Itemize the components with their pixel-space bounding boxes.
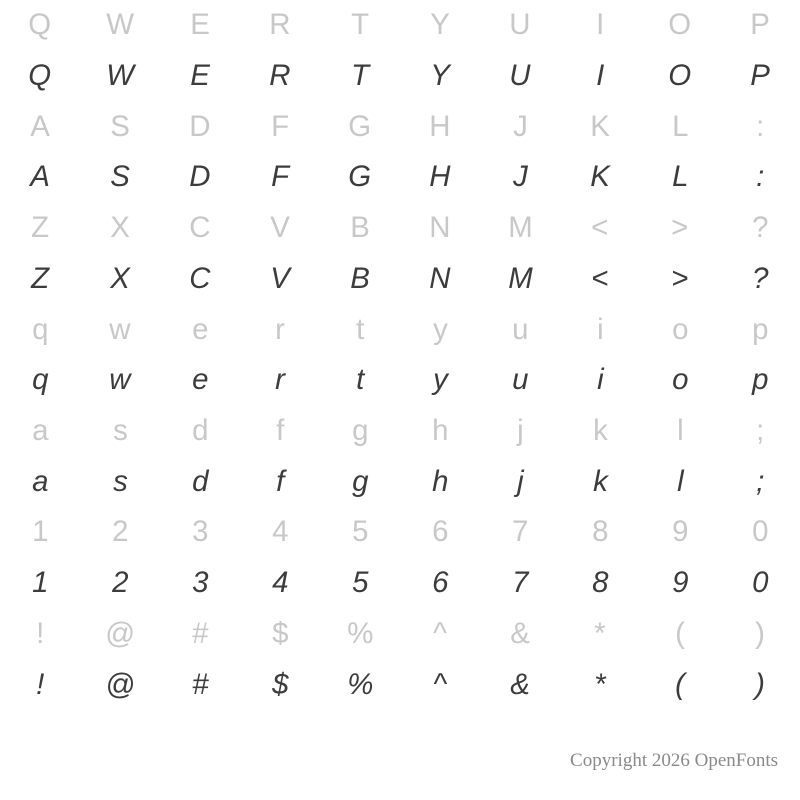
glyph: 1 [31, 515, 49, 549]
glyph: N [429, 261, 451, 295]
glyph-cell [480, 406, 560, 457]
glyph: i [596, 363, 604, 397]
glyph-cell [0, 609, 80, 660]
glyph: ) [755, 667, 765, 701]
glyph: < [591, 211, 609, 245]
glyph-cell [160, 0, 240, 51]
glyph-cell [560, 254, 640, 305]
glyph: a [31, 464, 49, 498]
glyph: & [510, 667, 530, 701]
glyph: ; [755, 464, 765, 498]
glyph-cell [560, 558, 640, 609]
glyph: a [31, 414, 49, 448]
glyph: k [592, 414, 608, 448]
glyph-cell [80, 51, 160, 102]
glyph-cell [400, 101, 480, 152]
glyph: p [751, 363, 769, 397]
glyph: I [595, 8, 605, 42]
glyph: O [668, 59, 692, 93]
glyph: E [190, 8, 210, 42]
glyph: e [191, 363, 209, 397]
glyph: V [270, 261, 290, 295]
glyph: < [591, 261, 609, 295]
glyph-cell [160, 406, 240, 457]
glyph-cell [240, 355, 320, 406]
glyph-cell [0, 254, 80, 305]
glyph: * [594, 667, 606, 701]
glyph: 3 [191, 566, 209, 600]
glyph: ( [675, 667, 685, 701]
glyph-cell [400, 203, 480, 254]
glyph: 8 [591, 515, 609, 549]
glyph: i [596, 312, 604, 346]
glyph-cell [480, 203, 560, 254]
glyph-cell [80, 304, 160, 355]
glyph-cell [640, 456, 720, 507]
glyph-cell [560, 51, 640, 102]
glyph: g [351, 414, 369, 448]
glyph: g [351, 464, 369, 498]
glyph: ! [35, 616, 45, 650]
glyph-cell [480, 456, 560, 507]
glyph-cell [80, 406, 160, 457]
glyph-cell [480, 0, 560, 51]
glyph-cell [320, 254, 400, 305]
glyph: > [671, 261, 689, 295]
glyph-cell [720, 558, 800, 609]
glyph: J [512, 160, 528, 194]
glyph-cell [240, 152, 320, 203]
glyph: ^ [433, 667, 447, 701]
glyph-cell [400, 0, 480, 51]
glyph: f [275, 414, 285, 448]
glyph-cell [480, 609, 560, 660]
glyph-cell [480, 51, 560, 102]
glyph: T [351, 59, 369, 93]
glyph: # [191, 616, 209, 650]
glyph-cell [0, 507, 80, 558]
glyph-cell [240, 507, 320, 558]
glyph-cell [480, 507, 560, 558]
glyph-cell [400, 355, 480, 406]
glyph-cell [320, 659, 400, 710]
glyph: P [750, 59, 770, 93]
glyph: l [676, 414, 684, 448]
glyph: Q [28, 8, 52, 42]
glyph: G [348, 109, 372, 143]
glyph: A [30, 109, 50, 143]
glyph-cell [80, 456, 160, 507]
glyph-cell [720, 101, 800, 152]
glyph: h [431, 414, 449, 448]
glyph: N [429, 211, 451, 245]
glyph-cell [80, 101, 160, 152]
glyph: ( [675, 616, 685, 650]
glyph-cell [80, 0, 160, 51]
glyph: L [671, 160, 689, 194]
glyph-cell [240, 609, 320, 660]
glyph-cell [320, 101, 400, 152]
glyph-cell [0, 152, 80, 203]
glyph: 4 [271, 566, 289, 600]
glyph-cell [640, 0, 720, 51]
glyph-cell [320, 51, 400, 102]
glyph: 2 [111, 566, 129, 600]
glyph-cell [80, 152, 160, 203]
glyph-cell [640, 609, 720, 660]
copyright-notice: Copyright 2026 OpenFonts [570, 750, 778, 771]
glyph-cell [160, 558, 240, 609]
glyph-cell [640, 406, 720, 457]
glyph-cell [320, 0, 400, 51]
glyph: H [429, 160, 451, 194]
glyph: f [275, 464, 285, 498]
glyph-cell [720, 152, 800, 203]
glyph: > [671, 211, 689, 245]
glyph: y [432, 363, 448, 397]
glyph: W [106, 59, 134, 93]
glyph-cell [720, 203, 800, 254]
glyph: h [431, 464, 449, 498]
glyph: r [275, 363, 285, 397]
glyph: : [755, 109, 765, 143]
glyph-cell [640, 659, 720, 710]
glyph: t [355, 312, 365, 346]
glyph: t [355, 363, 365, 397]
glyph: d [191, 464, 209, 498]
glyph: K [590, 160, 610, 194]
glyph: M [507, 261, 533, 295]
glyph-cell [0, 0, 80, 51]
glyph: 0 [751, 566, 769, 600]
glyph: P [750, 8, 770, 42]
glyph: l [676, 464, 684, 498]
glyph-cell [0, 355, 80, 406]
glyph: q [31, 312, 49, 346]
glyph: 3 [191, 515, 209, 549]
glyph-cell [560, 0, 640, 51]
glyph-cell [720, 0, 800, 51]
glyph-cell [80, 355, 160, 406]
glyph: $ [271, 667, 289, 701]
glyph-cell [240, 254, 320, 305]
glyph-cell [240, 558, 320, 609]
glyph: 2 [111, 515, 129, 549]
glyph: 0 [751, 515, 769, 549]
glyph-cell [720, 456, 800, 507]
glyph-cell [160, 456, 240, 507]
glyph: r [275, 312, 285, 346]
glyph-cell [320, 609, 400, 660]
glyph-cell [240, 406, 320, 457]
glyph-cell [160, 355, 240, 406]
glyph-cell [80, 659, 160, 710]
glyph-cell [320, 507, 400, 558]
glyph: X [110, 261, 130, 295]
glyph-cell [0, 406, 80, 457]
glyph-cell [400, 152, 480, 203]
glyph-cell [320, 406, 400, 457]
glyph-cell [480, 304, 560, 355]
glyph-cell [0, 304, 80, 355]
glyph-cell [560, 355, 640, 406]
glyph: Y [430, 8, 450, 42]
glyph: E [190, 59, 210, 93]
glyph-cell [480, 152, 560, 203]
glyph-cell [240, 203, 320, 254]
glyph-cell [560, 203, 640, 254]
glyph: Z [31, 211, 49, 245]
glyph-cell [640, 507, 720, 558]
glyph: J [512, 109, 528, 143]
glyph: y [432, 312, 448, 346]
glyph-cell [400, 51, 480, 102]
glyph: % [346, 616, 374, 650]
glyph-cell [560, 609, 640, 660]
glyph-cell [480, 558, 560, 609]
glyph-cell [720, 304, 800, 355]
glyph: C [189, 261, 211, 295]
glyph-cell [80, 507, 160, 558]
glyph: C [189, 211, 211, 245]
glyph: 6 [431, 566, 449, 600]
glyph-cell [480, 659, 560, 710]
glyph-cell [560, 406, 640, 457]
glyph-cell [0, 659, 80, 710]
glyph: Q [28, 59, 52, 93]
glyph-cell [320, 558, 400, 609]
glyph-cell [240, 0, 320, 51]
glyph: V [270, 211, 290, 245]
glyph: F [271, 160, 289, 194]
glyph-cell [640, 304, 720, 355]
glyph: q [31, 363, 49, 397]
glyph-cell [640, 254, 720, 305]
glyph: F [271, 109, 289, 143]
glyph: $ [271, 616, 289, 650]
glyph: u [511, 363, 529, 397]
glyph-cell [160, 51, 240, 102]
glyph: j [516, 414, 524, 448]
glyph: ; [755, 414, 765, 448]
glyph: Z [31, 261, 49, 295]
glyph: w [109, 363, 131, 397]
glyph-cell [240, 51, 320, 102]
glyph: % [346, 667, 374, 701]
glyph-cell [720, 254, 800, 305]
glyph-cell [400, 304, 480, 355]
glyph: O [668, 8, 692, 42]
glyph-cell [400, 406, 480, 457]
glyph-cell [560, 456, 640, 507]
glyph-cell [720, 355, 800, 406]
glyph-cell [560, 507, 640, 558]
glyph: B [350, 211, 370, 245]
glyph: D [189, 160, 211, 194]
glyph-cell [400, 609, 480, 660]
glyph: S [110, 160, 130, 194]
glyph: * [594, 616, 606, 650]
glyph: K [590, 109, 610, 143]
glyph: U [509, 8, 531, 42]
glyph: W [106, 8, 134, 42]
glyph: @ [105, 616, 135, 650]
glyph-cell [400, 659, 480, 710]
glyph: 6 [431, 515, 449, 549]
glyph: Y [430, 59, 450, 93]
glyph: M [507, 211, 533, 245]
glyph: X [110, 211, 130, 245]
glyph: 5 [351, 515, 369, 549]
glyph-cell [320, 152, 400, 203]
glyph-cell [720, 507, 800, 558]
glyph: 8 [591, 566, 609, 600]
glyph-cell [160, 203, 240, 254]
glyph-cell [80, 558, 160, 609]
glyph-cell [80, 254, 160, 305]
glyph: A [30, 160, 50, 194]
glyph-cell [160, 152, 240, 203]
glyph-cell [640, 101, 720, 152]
glyph-cell [640, 558, 720, 609]
glyph: 4 [271, 515, 289, 549]
glyph: I [595, 59, 605, 93]
glyph-cell [320, 203, 400, 254]
glyph-cell [160, 254, 240, 305]
glyph-cell [320, 304, 400, 355]
glyph-cell [480, 355, 560, 406]
glyph-cell [640, 51, 720, 102]
glyph-cell [640, 152, 720, 203]
glyph: R [269, 8, 291, 42]
glyph: s [112, 414, 128, 448]
glyph-cell [560, 304, 640, 355]
glyph: d [191, 414, 209, 448]
glyph: o [671, 363, 689, 397]
glyph-cell [720, 51, 800, 102]
glyph: L [671, 109, 689, 143]
glyph-cell [400, 254, 480, 305]
glyph-cell [240, 304, 320, 355]
glyph: ? [751, 261, 769, 295]
glyph-cell [640, 355, 720, 406]
glyph: 9 [671, 566, 689, 600]
glyph-cell [80, 609, 160, 660]
glyph-cell [480, 101, 560, 152]
glyph-cell [160, 304, 240, 355]
glyph-cell [160, 507, 240, 558]
glyph: p [751, 312, 769, 346]
glyph: e [191, 312, 209, 346]
glyph: H [429, 109, 451, 143]
glyph-cell [400, 456, 480, 507]
glyph-cell [240, 659, 320, 710]
glyph-cell [720, 609, 800, 660]
glyph-cell [720, 406, 800, 457]
glyph-cell [720, 659, 800, 710]
glyph-cell [0, 51, 80, 102]
glyph-cell [640, 203, 720, 254]
glyph: ) [755, 616, 765, 650]
glyph: k [592, 464, 608, 498]
glyph: B [350, 261, 370, 295]
glyph-cell [160, 659, 240, 710]
glyph: 1 [31, 566, 49, 600]
glyph: o [671, 312, 689, 346]
glyph: & [510, 616, 530, 650]
glyph-cell [240, 456, 320, 507]
glyph-cell [0, 456, 80, 507]
glyph: # [191, 667, 209, 701]
glyph-cell [480, 254, 560, 305]
glyph: 5 [351, 566, 369, 600]
glyph: ? [751, 211, 769, 245]
glyph: U [509, 59, 531, 93]
glyph-cell [560, 659, 640, 710]
glyph: 7 [511, 566, 529, 600]
glyph: R [269, 59, 291, 93]
glyph: : [755, 160, 765, 194]
glyph: ! [35, 667, 45, 701]
glyph-cell [80, 203, 160, 254]
glyph-cell [0, 558, 80, 609]
glyph: w [109, 312, 131, 346]
glyph-cell [240, 101, 320, 152]
glyph: 7 [511, 515, 529, 549]
glyph-cell [0, 203, 80, 254]
glyph-cell [160, 609, 240, 660]
glyph: D [189, 109, 211, 143]
glyph-cell [400, 558, 480, 609]
glyph-cell [560, 152, 640, 203]
glyph-cell [0, 101, 80, 152]
glyph-cell [160, 101, 240, 152]
glyph-cell [320, 355, 400, 406]
glyph: G [348, 160, 372, 194]
glyph: @ [105, 667, 135, 701]
glyph: u [511, 312, 529, 346]
glyph: S [110, 109, 130, 143]
glyph-cell [320, 456, 400, 507]
glyph: s [112, 464, 128, 498]
glyph-cell [400, 507, 480, 558]
glyph: T [351, 8, 369, 42]
glyph-cell [560, 101, 640, 152]
glyph: ^ [433, 616, 447, 650]
glyph: j [516, 464, 524, 498]
glyph: 9 [671, 515, 689, 549]
